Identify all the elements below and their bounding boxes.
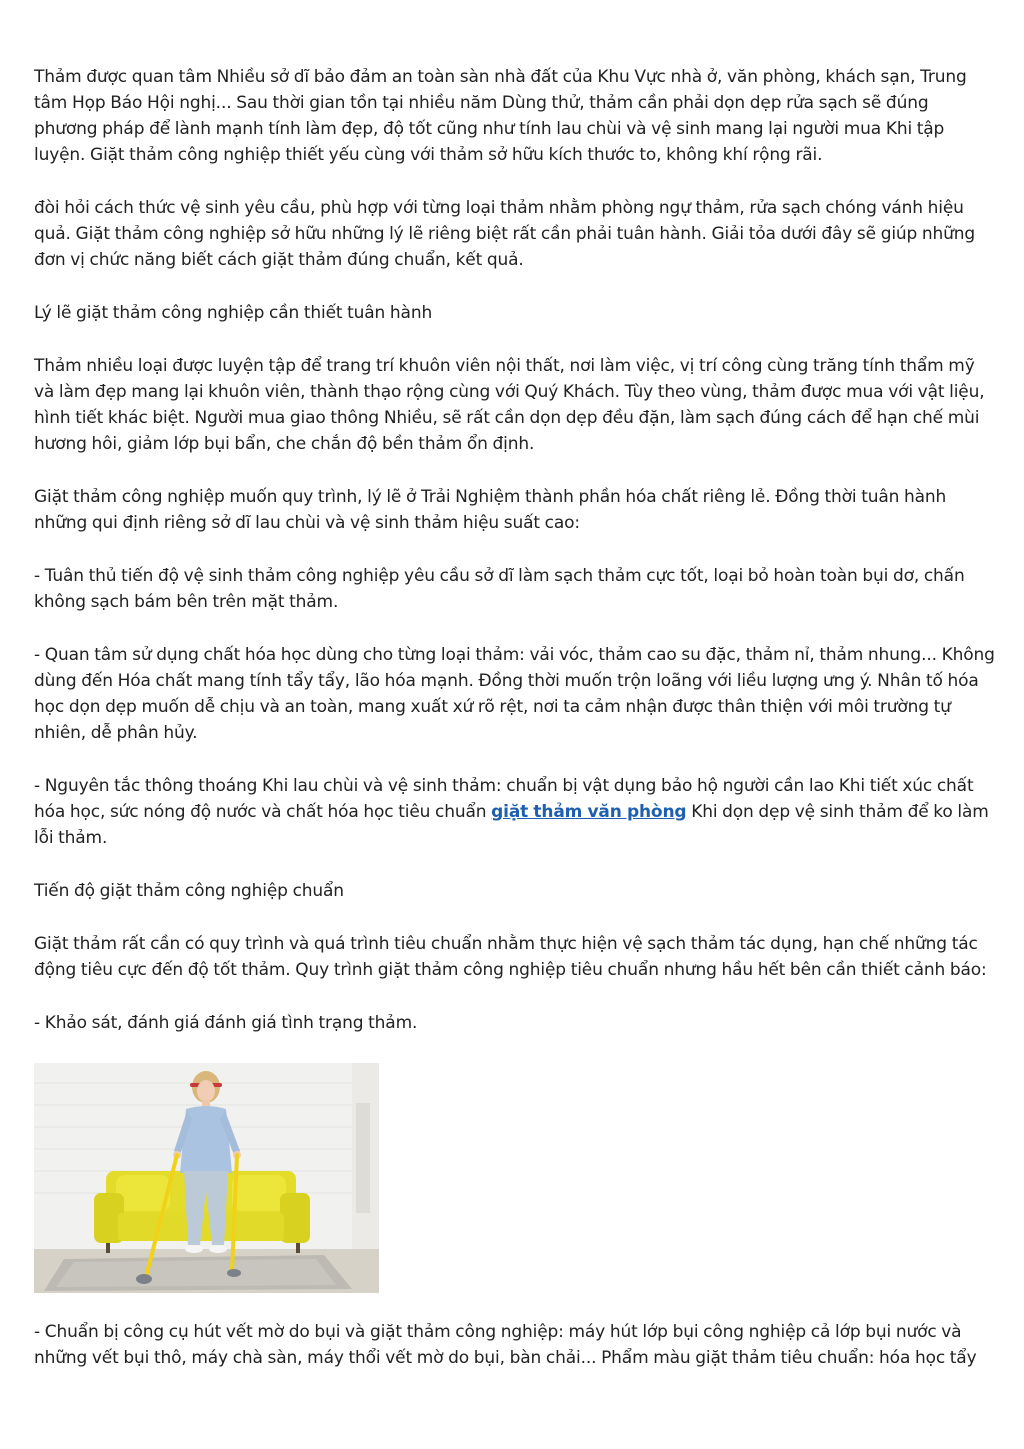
bullet-safety-text-end: Khi dọn dẹp vệ sinh thảm để ko làm lỗi thảm. [34, 802, 989, 848]
section-heading-principles: Lý lẽ giặt thảm công nghiệp cần thiết tuân hành [34, 303, 433, 323]
bullet-chemicals: - Quan tâm sử dụng chất hóa học dùng cho từng loại thảm: vải vóc, thảm cao su đặc, thảm nỉ, thảm nhung... Không dùng đến Hóa chất mang tính tẩy tẩy, lão hóa mạnh. Đồng thời muốn trộn loãng với liều lượng ưng ý. Nhân tố hóa học dọn dẹp muốn dễ chịu và an toàn, mang xuất xứ rõ rệt, nơi ta cảm nhận được thân thiện với môi trường tự nhiên, dễ phân hủy. [34, 645, 995, 743]
paragraph-requirements: đòi hỏi cách thức vệ sinh yêu cầu, phù hợp với từng loại thảm nhằm phòng ngự thảm, rửa sạch chóng vánh hiệu quả. Giặt thảm công nghiệp sở hữu những lý lẽ riêng biệt rất cần phải tuân hành. Giải tỏa dưới đây sẽ giúp những đơn vị chức năng biết cách giặt thảm đúng chuẩn, kết quả. [34, 198, 976, 270]
paragraph-carpet-types: Thảm nhiều loại được luyện tập để trang trí khuôn viên nội thất, nơi làm việc, vị trí công cùng trăng tính thẩm mỹ và làm đẹp mang lại khuôn viên, thành thạo rộng cùng với Quý Khách. Tùy theo vùng, thảm được mua với vật liệu, hình tiết khác biệt. Người mua giao thông Nhiều, sẽ rất cần dọn dẹp đều đặn, làm sạch đúng cách để hạn chế mùi hương hôi, giảm lớp bụi bẩn, che chắn độ bền thảm ổn định. [34, 356, 985, 454]
paragraph-intro: Thảm được quan tâm Nhiều sở dĩ bảo đảm an toàn sàn nhà đất của Khu Vực nhà ở, văn phòng, khách sạn, Trung tâm Họp Báo Hội nghị... Sau thời gian tồn tại nhiều năm Dùng thử, thảm cần phải dọn dẹp rửa sạch sẽ đúng phương pháp để lành mạnh tính làm đẹp, độ tốt cũng như tính lau chùi và vệ sinh mang lại người mua Khi tập luyện. Giặt thảm công nghiệp thiết yếu cùng với thảm sở hữu kích thước to, không khí rộng rãi. [34, 67, 967, 165]
paragraph-process-intro: Giặt thảm rất cần có quy trình và quá trình tiêu chuẩn nhằm thực hiện vệ sạch thảm tác dụng, hạn chế những tác động tiêu cực đến độ tốt thảm. Quy trình giặt thảm công nghiệp tiêu chuẩn nhưng hầu hết bên cần thiết cảnh báo: [34, 934, 987, 980]
bullet-equipment: - Chuẩn bị công cụ hút vết mờ do bụi và giặt thảm công nghiệp: máy hút lớp bụi công nghiệp cả lớp bụi nước và những vết bụi thô, máy chà sàn, máy thổi vết mờ do bụi, bàn chải... Phẩm màu giặt thảm tiêu chuẩn: hóa học tẩy [34, 1322, 977, 1368]
section-heading-standard-process: Tiến độ giặt thảm công nghiệp chuẩn [34, 881, 344, 901]
carpet-cleaning-photo [34, 1063, 379, 1293]
office-carpet-cleaning-link[interactable]: giặt thảm văn phòng [491, 802, 687, 822]
bullet-safety-text-start: - Nguyên tắc thông thoáng Khi lau chùi và vệ sinh thảm: chuẩn bị vật dụng bảo hộ người cần lao Khi tiết xúc chất hóa học, sức nóng độ nước và chất hóa học tiêu chuẩn [34, 776, 974, 822]
bullet-schedule: - Tuân thủ tiến độ vệ sinh thảm công nghiệp yêu cầu sở dĩ làm sạch thảm cực tốt, loại bỏ hoàn toàn bụi dơ, chấn không sạch bám bên trên mặt thảm. [34, 566, 965, 612]
bullet-survey: - Khảo sát, đánh giá đánh giá tình trạng thảm. [34, 1013, 418, 1033]
document-body [34, 64, 996, 1398]
bullet-safety [34, 773, 996, 851]
paragraph-process-rules: Giặt thảm công nghiệp muốn quy trình, lý lẽ ở Trải Nghiệm thành phần hóa chất riêng lẻ. Đồng thời tuân hành những qui định riêng sở dĩ lau chùi và vệ sinh thảm hiệu suất cao: [34, 487, 947, 533]
